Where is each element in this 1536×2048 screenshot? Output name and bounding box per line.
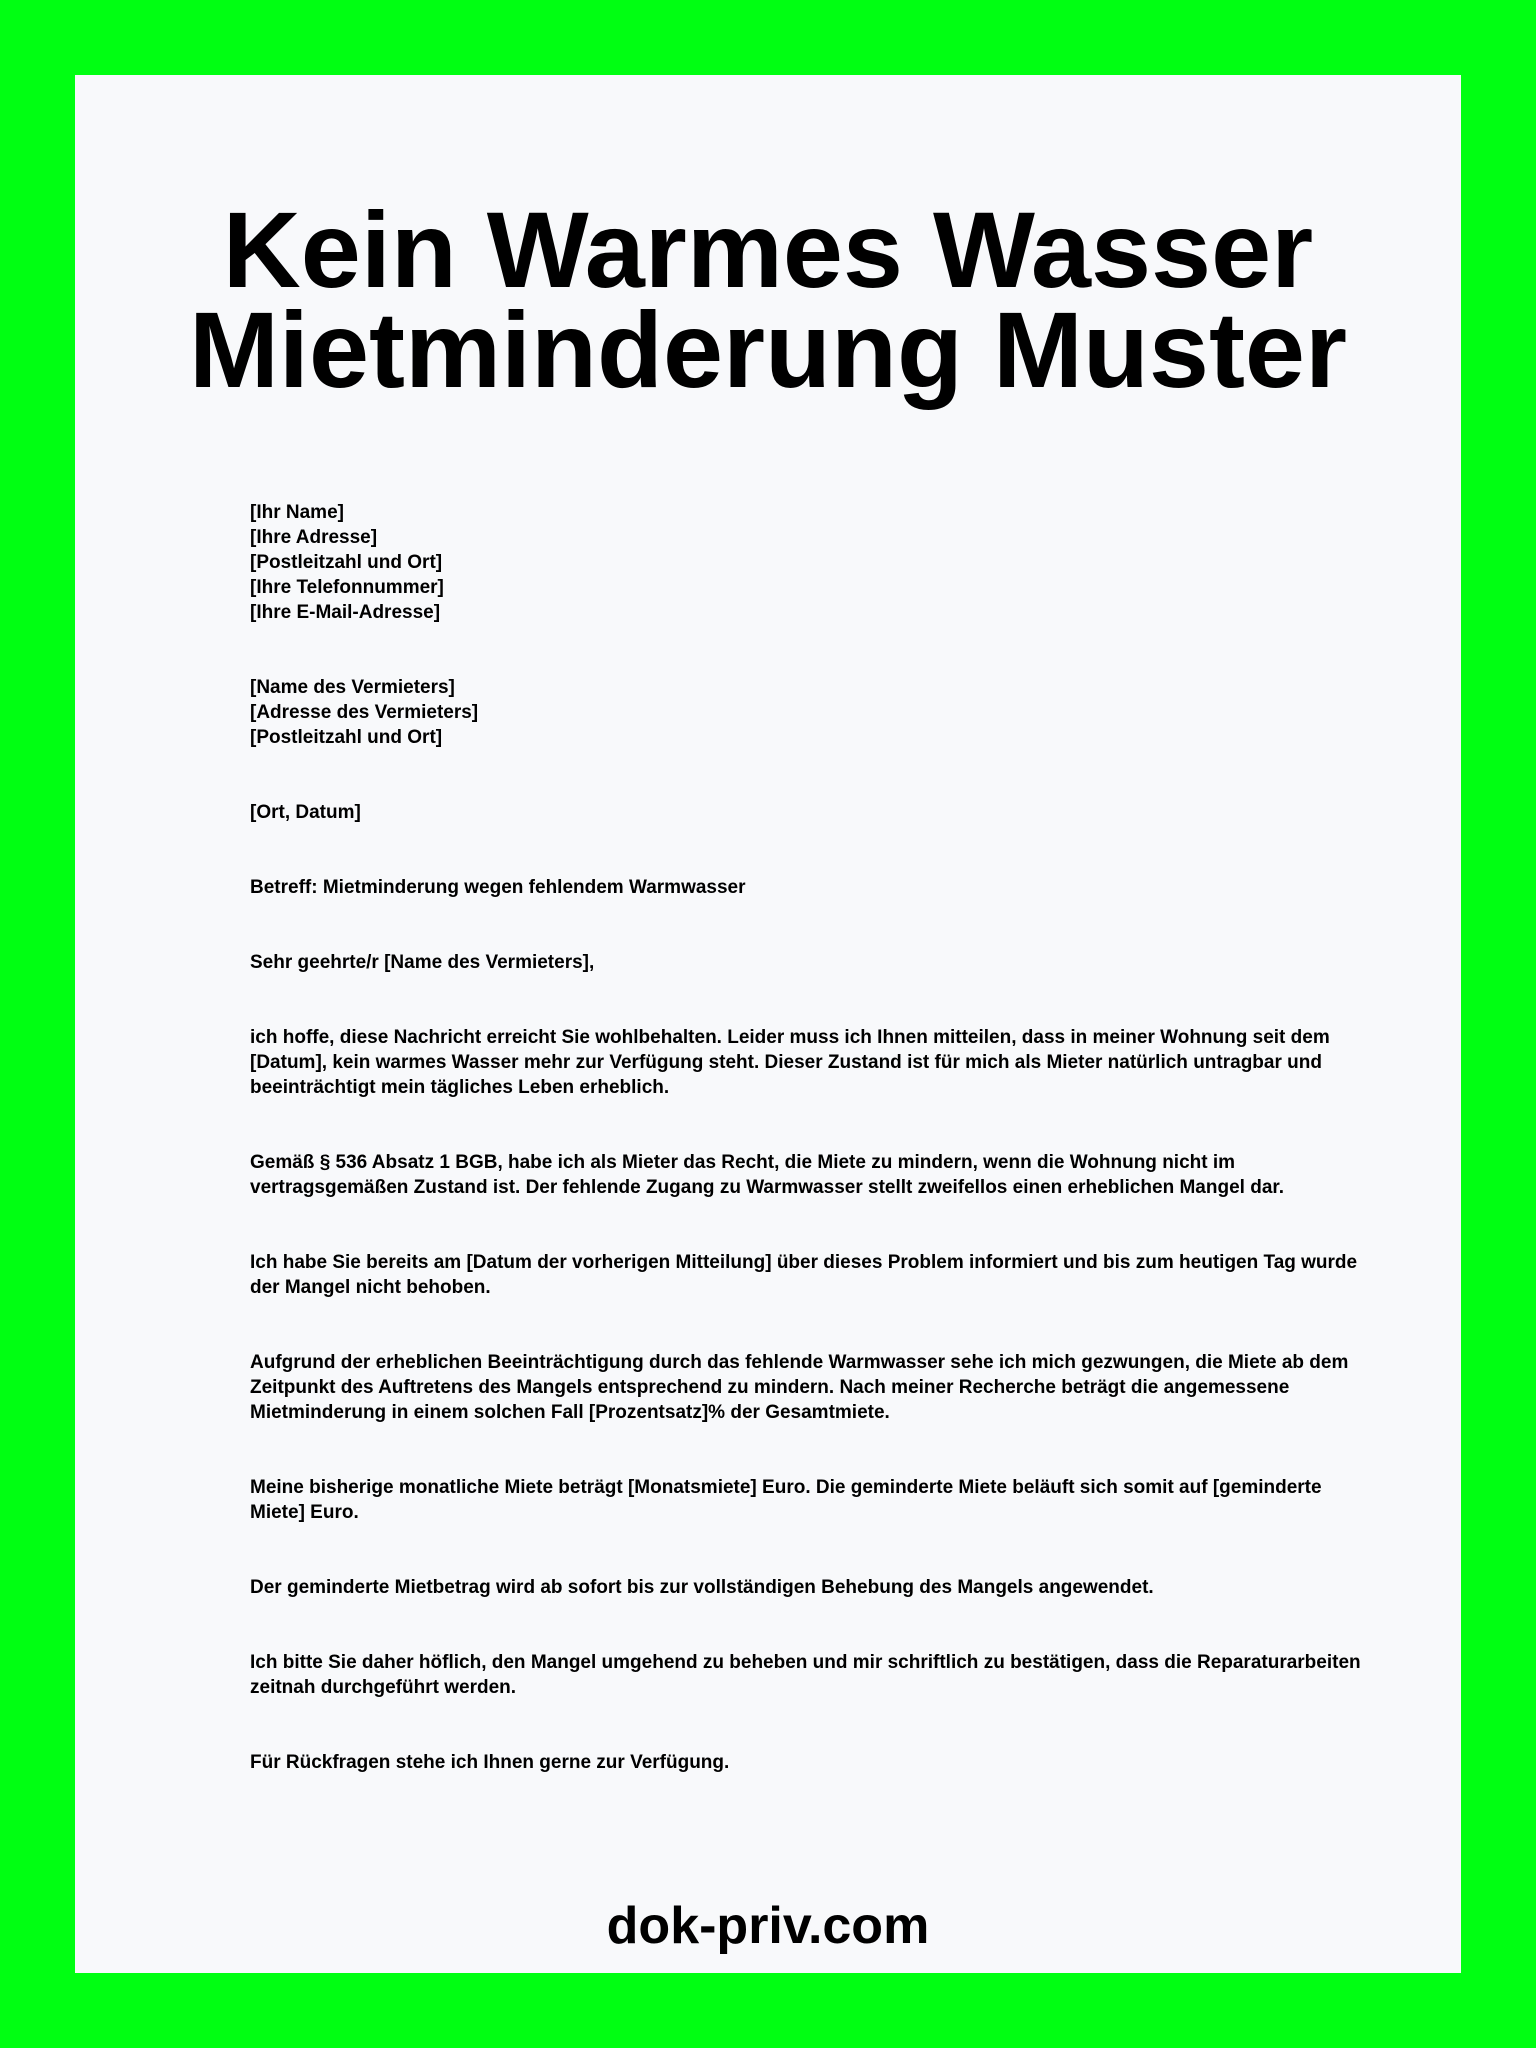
- place-date: [Ort, Datum]: [250, 802, 361, 823]
- title-line-2: Mietminderung Muster: [188, 289, 1348, 410]
- salutation: Sehr geehrte/r [Name des Vermieters],: [250, 952, 595, 973]
- recipient-address: [Adresse des Vermieters]: [250, 702, 479, 723]
- page-title: [75, 189, 1461, 410]
- recipient-name: [Name des Vermieters]: [250, 677, 455, 698]
- paragraph: Für Rückfragen stehe ich Ihnen gerne zur Verfügung.: [250, 1752, 730, 1773]
- sender-block: [250, 500, 1370, 625]
- paragraph: Meine bisherige monatliche Miete beträgt [Monatsmiete] Euro. Die geminderte Miete beläuft sich somit auf [geminderte Miete] Euro.: [250, 1477, 1322, 1523]
- footer-site-name: dok-priv.com: [606, 1897, 930, 1955]
- paragraph: Aufgrund der erheblichen Beeinträchtigung durch das fehlende Warmwasser sehe ich mich gezwungen, die Miete ab dem Zeitpunkt des Auftretens des Mangels entsprechend zu mindern. Nach meiner Recherche beträgt die angemessene Mietminderung in einem solchen Fall [Prozentsatz]% der Gesamtmiete.: [250, 1352, 1349, 1423]
- paragraph: Gemäß § 536 Absatz 1 BGB, habe ich als Mieter das Recht, die Miete zu mindern, wenn die Wohnung nicht im vertragsgemäßen Zustand ist. Der fehlende Zugang zu Warmwasser stellt zweifellos einen erheblichen Mangel dar.: [250, 1152, 1285, 1198]
- paragraph: Ich habe Sie bereits am [Datum der vorherigen Mitteilung] über dieses Problem informiert und bis zum heutigen Tag wurde der Mangel nicht behoben.: [250, 1252, 1358, 1298]
- paragraph: Ich bitte Sie daher höflich, den Mangel umgehend zu beheben und mir schriftlich zu bestätigen, dass die Reparaturarbeiten zeitnah durchgeführt werden.: [250, 1652, 1361, 1698]
- title-line-1: Kein Warmes Wasser: [222, 189, 1314, 310]
- sender-address: [Ihre Adresse]: [250, 527, 378, 548]
- sender-name: [Ihr Name]: [250, 502, 344, 523]
- sender-postal-city: [Postleitzahl und Ort]: [250, 552, 443, 573]
- letter-body: [250, 500, 1370, 1825]
- paragraph: Der geminderte Mietbetrag wird ab sofort bis zur vollständigen Behebung des Mangels angewendet.: [250, 1577, 1154, 1598]
- recipient-block: [250, 675, 1370, 750]
- sender-phone: [Ihre Telefonnummer]: [250, 577, 444, 598]
- subject-line: Betreff: Mietminderung wegen fehlendem Warmwasser: [250, 877, 746, 898]
- paragraph: ich hoffe, diese Nachricht erreicht Sie wohlbehalten. Leider muss ich Ihnen mitteilen, dass in meiner Wohnung seit dem [Datum], kein warmes Wasser mehr zur Verfügung steht. Dieser Zustand ist für mich als Mieter natürlich untragbar und beeinträchtigt mein tägliches Leben erheblich.: [250, 1027, 1330, 1098]
- document-page: [75, 75, 1461, 1973]
- recipient-postal-city: [Postleitzahl und Ort]: [250, 727, 443, 748]
- sender-email: [Ihre E-Mail-Adresse]: [250, 602, 441, 623]
